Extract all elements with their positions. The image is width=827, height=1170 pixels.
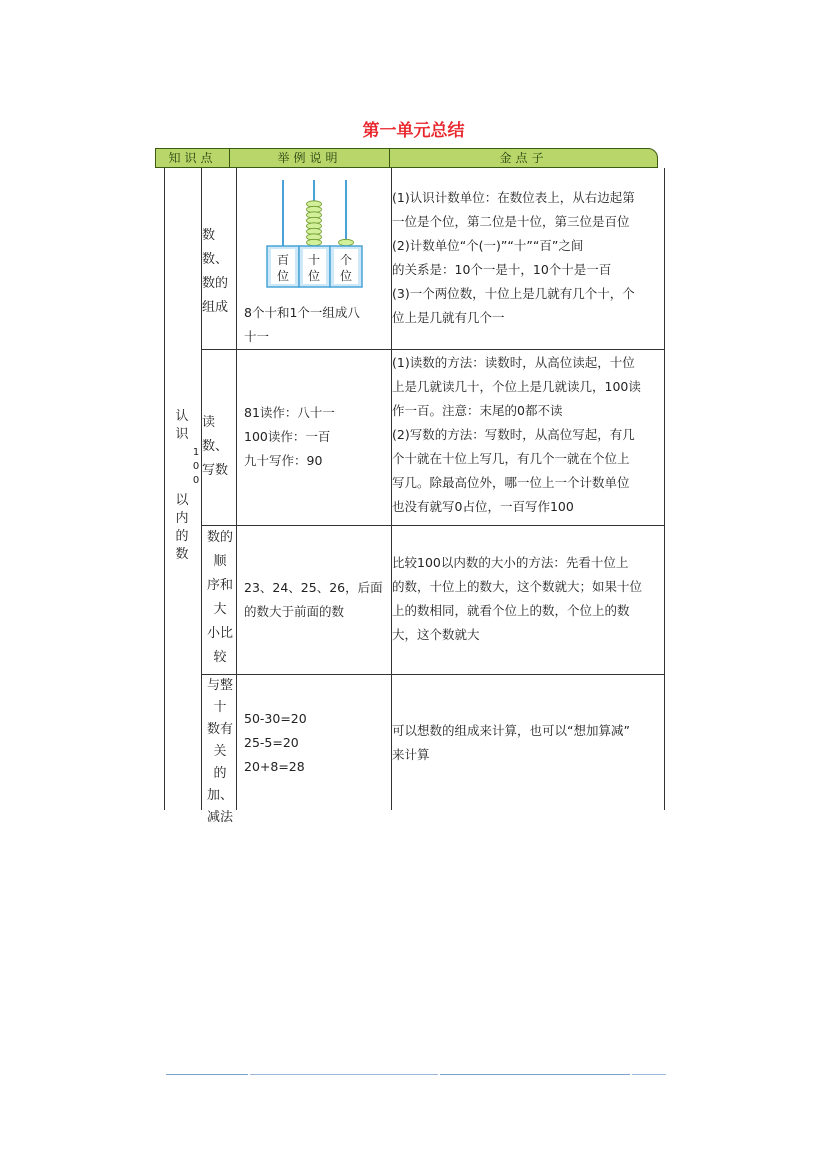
topic-addition-subtraction: 与整 十 数有 关 的加、 减法 — [206, 678, 233, 825]
abacus-image — [262, 178, 367, 293]
example-reading-writing: 81读作：八十一 100读作：一百 九十写作：90 — [244, 405, 335, 468]
example-counting: 8个十和1个一组成八 十一 — [244, 305, 360, 344]
svg-text:十: 十 — [307, 253, 321, 267]
tip-order-comparison: 比较100以内数的大小的方法：先看十位上 的数，十位上的数大，这个数就大；如果十位 上的数相同，就看个位上的数，个位上的数 大，这个数就大 — [392, 555, 643, 642]
svg-text:个: 个 — [339, 253, 353, 267]
tip-addition-subtraction: 可以想数的组成来计算，也可以“想加算减” 来计算 — [392, 723, 630, 762]
category-number: 1 0 0 — [192, 447, 200, 486]
category-label-bottom: 以 内 的 数 — [175, 493, 189, 562]
example-addition-subtraction: 50-30=20 25-5=20 20+8=28 — [244, 711, 307, 774]
header-examples: 举例说明 — [229, 148, 390, 168]
page-title: 第一单元总结 — [362, 121, 465, 141]
svg-text:百: 百 — [276, 253, 290, 267]
svg-text:位: 位 — [276, 269, 290, 283]
tip-reading-writing: (1)读数的方法：读数时，从高位读起，十位 上是几就读几十，个位上是几就读几，100读 作一百。注意：末尾的0都不读 (2)写数的方法：写数时，从高位写起，有几 个十就在十位上写几，有几个一就在个位上 写几。除最高位外，哪一位上一个计数单位 也没有就写0占位，一百写作100 — [392, 355, 641, 514]
example-order-comparison: 23、24、25、26，后面 的数大于前面的数 — [244, 580, 383, 619]
topic-order-comparison: 数的 顺 序和 大 小比 较 — [206, 530, 233, 665]
tip-counting: (1)认识计数单位：在数位表上，从右边起第 一位是个位，第二位是十位，第三位是百位 (2)计数单位“个(一)”“十”“百”之间 的关系是：10个一是十，10个十是一百 (3)一个两位数，十位上是几就有几个十，个 位上是几就有几个一 — [392, 190, 635, 325]
header-knowledge-point: 知识点 — [155, 148, 230, 168]
category-label: 认 识 — [175, 409, 189, 442]
header-golden-tips: 金点子 — [389, 148, 658, 168]
topic-reading-writing: 读数、 写数 — [202, 415, 229, 478]
svg-text:位: 位 — [339, 269, 353, 283]
topic-counting-composition: 数数、 数的 组成 — [202, 228, 229, 315]
svg-text:位: 位 — [307, 269, 321, 283]
